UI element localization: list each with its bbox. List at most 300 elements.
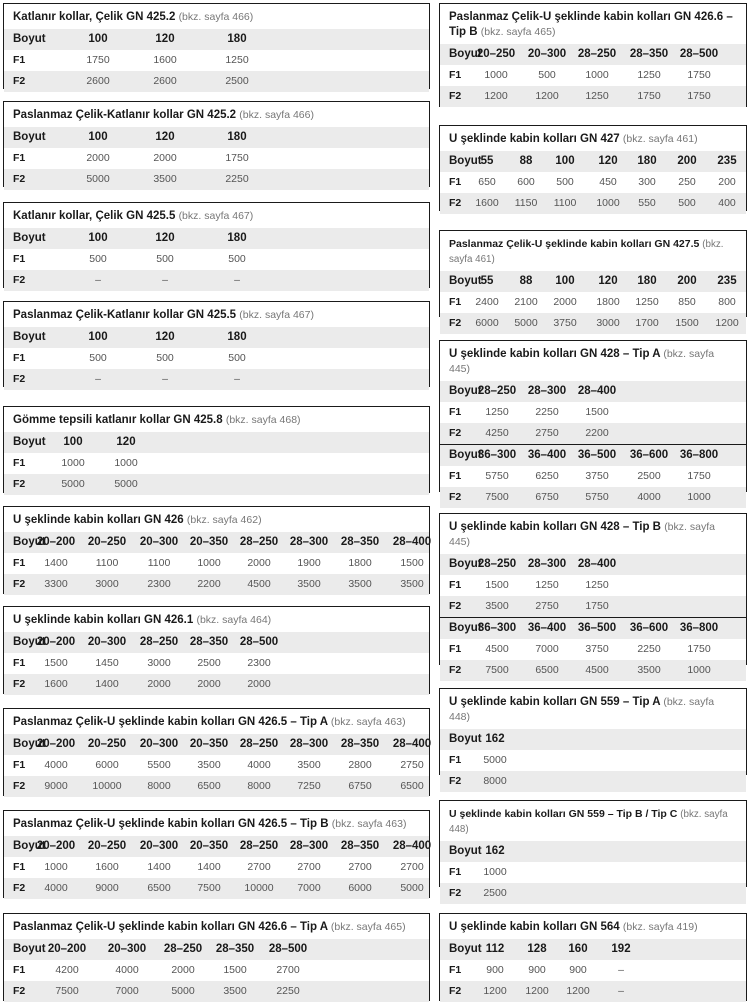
row-label: F2 xyxy=(449,887,462,899)
f2-value: 5750 xyxy=(585,491,609,503)
f1-value: 2000 xyxy=(553,296,577,308)
f1-value: – xyxy=(618,964,624,976)
f1-value: 1750 xyxy=(687,643,711,655)
f1-value: 1000 xyxy=(114,457,138,469)
f1-value: 1400 xyxy=(44,557,68,569)
table-title-text: Paslanmaz Çelik-Katlanır kollar GN 425.2 xyxy=(13,109,237,121)
f1-value: 1400 xyxy=(197,861,221,873)
table-title-text: Paslanmaz Çelik-U şeklinde kabin kolları GN 426.5 – Tip A xyxy=(13,716,328,728)
f2-value: 9000 xyxy=(44,780,68,792)
size-value: 28–350 xyxy=(215,943,255,955)
f1-value: 1000 xyxy=(484,69,508,81)
f2-value: – xyxy=(162,274,168,286)
page-reference: (bkz. sayfa 465) xyxy=(480,26,556,38)
spec-table xyxy=(3,810,430,898)
table-title-text: Katlanır kollar, Çelik GN 425.5 xyxy=(13,210,176,222)
row-label: Boyut xyxy=(449,943,482,955)
size-value: 20–300 xyxy=(527,48,567,60)
f2-value: 2000 xyxy=(147,678,171,690)
f1-value: 1250 xyxy=(535,579,559,591)
f1-value: 2700 xyxy=(247,861,271,873)
f2-row xyxy=(440,883,746,904)
size-value: 20–200 xyxy=(36,636,76,648)
size-value: 162 xyxy=(485,733,505,745)
f2-value: 2600 xyxy=(153,75,177,87)
f1-value: 1900 xyxy=(297,557,321,569)
row-label: Boyut xyxy=(13,33,46,45)
size-value: 120 xyxy=(116,436,136,448)
size-value: 36–400 xyxy=(527,449,567,461)
row-label: F1 xyxy=(13,253,26,265)
page-reference: (bkz. sayfa 463) xyxy=(331,818,407,830)
f1-value: 2000 xyxy=(171,964,195,976)
size-row xyxy=(440,151,746,172)
f2-value: 1200 xyxy=(715,317,739,329)
spec-table xyxy=(439,913,747,1001)
size-value: 28–300 xyxy=(289,738,329,750)
f2-row xyxy=(4,674,429,695)
f2-value: 1700 xyxy=(635,317,659,329)
spec-table xyxy=(3,708,430,796)
f1-value: 1000 xyxy=(585,69,609,81)
table-title-text: U şeklinde kabin kolları GN 559 – Tip A xyxy=(449,696,661,708)
size-value: 20–200 xyxy=(36,738,76,750)
f2-row xyxy=(4,878,429,899)
size-value: 120 xyxy=(155,331,175,343)
f1-row xyxy=(4,348,429,369)
size-value: 28–350 xyxy=(629,48,669,60)
page-reference: (bkz. sayfa 445) xyxy=(449,521,715,548)
f2-row xyxy=(440,981,746,1002)
f2-value: 1750 xyxy=(687,90,711,102)
f1-value: 450 xyxy=(599,176,617,188)
size-value: 28–400 xyxy=(577,385,617,397)
f1-row xyxy=(440,466,746,487)
f2-value: 3500 xyxy=(400,578,424,590)
row-label: F1 xyxy=(13,657,26,669)
size-value: 112 xyxy=(485,943,505,955)
f2-value: 5000 xyxy=(61,478,85,490)
row-label: Boyut xyxy=(13,436,46,448)
table-title xyxy=(4,407,429,432)
row-label: Boyut xyxy=(13,943,46,955)
row-label: F1 xyxy=(13,759,26,771)
f1-value: 1600 xyxy=(153,54,177,66)
row-label: F2 xyxy=(13,780,26,792)
size-value: 20–350 xyxy=(189,536,229,548)
row-label: F2 xyxy=(449,600,462,612)
f1-value: 900 xyxy=(486,964,504,976)
f2-value: 1600 xyxy=(44,678,68,690)
f2-value: 1500 xyxy=(675,317,699,329)
f2-value: 2500 xyxy=(225,75,249,87)
size-row xyxy=(440,939,746,960)
f1-value: 1500 xyxy=(44,657,68,669)
f1-value: 300 xyxy=(638,176,656,188)
size-value: 20–250 xyxy=(87,536,127,548)
size-value: 100 xyxy=(88,33,108,45)
row-label: Boyut xyxy=(13,738,46,750)
f2-value: 1400 xyxy=(95,678,119,690)
row-label: F1 xyxy=(449,296,462,308)
f2-value: 3500 xyxy=(153,173,177,185)
page-reference: (bkz. sayfa 466) xyxy=(178,11,254,23)
size-value: 100 xyxy=(63,436,83,448)
f2-value: 9000 xyxy=(95,882,119,894)
size-row xyxy=(440,841,746,862)
page-reference: (bkz. sayfa 467) xyxy=(239,309,314,321)
f2-row xyxy=(4,776,429,797)
f1-value: 1250 xyxy=(637,69,661,81)
f1-row xyxy=(440,172,746,193)
size-value: 28–500 xyxy=(268,943,308,955)
f2-value: 6500 xyxy=(197,780,221,792)
row-label: Boyut xyxy=(449,622,482,634)
f1-value: 2100 xyxy=(514,296,538,308)
size-row xyxy=(440,729,746,750)
f2-value: 2750 xyxy=(535,600,559,612)
size-value: 20–300 xyxy=(107,943,147,955)
f2-value: 1750 xyxy=(637,90,661,102)
size-value: 28–250 xyxy=(477,385,517,397)
f2-value: 1000 xyxy=(687,664,711,676)
f2-value: – xyxy=(95,274,101,286)
f1-value: 2400 xyxy=(475,296,499,308)
table-title-text: U şeklinde kabin kolları GN 428 – Tip A xyxy=(449,348,661,360)
table-title-text: Paslanmaz Çelik-U şeklinde kabin kolları GN 426.5 – Tip B xyxy=(13,818,329,830)
row-label: F2 xyxy=(13,75,26,87)
f2-value: 5000 xyxy=(171,985,195,997)
size-value: 20–250 xyxy=(87,840,127,852)
size-value: 120 xyxy=(598,155,618,167)
table-title-text: U şeklinde kabin kolları GN 426.1 xyxy=(13,614,194,626)
row-label: Boyut xyxy=(13,636,46,648)
f2-row xyxy=(440,660,746,681)
f2-value: 3500 xyxy=(348,578,372,590)
f1-value: 2500 xyxy=(197,657,221,669)
f2-row xyxy=(4,169,429,190)
page-reference: (bkz. sayfa 467) xyxy=(178,210,254,222)
f1-value: 1000 xyxy=(61,457,85,469)
f1-row xyxy=(4,960,429,981)
f1-row xyxy=(4,857,429,878)
f1-value: 1750 xyxy=(687,69,711,81)
size-value: 28–400 xyxy=(577,558,617,570)
f1-value: 1450 xyxy=(95,657,119,669)
f1-row xyxy=(440,639,746,660)
row-label: F1 xyxy=(449,643,462,655)
f1-row xyxy=(4,553,429,574)
size-value: 20–350 xyxy=(189,738,229,750)
size-value: 120 xyxy=(155,131,175,143)
size-value: 180 xyxy=(227,232,247,244)
f2-value: 2250 xyxy=(225,173,249,185)
f1-value: 1750 xyxy=(225,152,249,164)
table-title-text: U şeklinde kabin kolları GN 426 xyxy=(13,514,184,526)
page-reference: (bkz. sayfa 466) xyxy=(239,109,314,121)
size-value: 28–300 xyxy=(527,558,567,570)
f1-value: 650 xyxy=(478,176,496,188)
spec-table xyxy=(439,513,747,676)
size-value: 120 xyxy=(598,275,618,287)
f2-value: – xyxy=(234,373,240,385)
f1-value: 4200 xyxy=(55,964,79,976)
f1-row xyxy=(440,292,746,313)
f1-value: 2700 xyxy=(400,861,424,873)
table-title xyxy=(4,709,429,734)
f1-value: 1000 xyxy=(483,866,507,878)
f1-value: 1750 xyxy=(687,470,711,482)
f2-value: 1200 xyxy=(484,90,508,102)
f1-value: 2000 xyxy=(86,152,110,164)
f1-value: 500 xyxy=(89,253,107,265)
f2-value: 6500 xyxy=(400,780,424,792)
f1-row xyxy=(440,65,746,86)
f2-row xyxy=(4,369,429,390)
f2-value: 3000 xyxy=(596,317,620,329)
page-reference: (bkz. sayfa 464) xyxy=(196,614,272,626)
size-value: 36–400 xyxy=(527,622,567,634)
size-value: 36–300 xyxy=(477,449,517,461)
size-value: 88 xyxy=(519,155,533,167)
f1-value: 6250 xyxy=(535,470,559,482)
spec-table xyxy=(3,913,430,1001)
f1-value: 2300 xyxy=(247,657,271,669)
spec-table xyxy=(439,125,747,211)
f2-value: 3500 xyxy=(297,578,321,590)
f2-row xyxy=(4,574,429,595)
table-title-text: Gömme tepsili katlanır kollar GN 425.8 xyxy=(13,414,223,426)
row-label: F1 xyxy=(13,54,26,66)
f1-value: 1500 xyxy=(585,406,609,418)
spec-table xyxy=(439,230,747,329)
f2-value: – xyxy=(234,274,240,286)
spec-table xyxy=(439,340,747,503)
f2-value: – xyxy=(95,373,101,385)
f2-row xyxy=(440,313,746,334)
f2-value: 1250 xyxy=(585,90,609,102)
row-label: Boyut xyxy=(449,558,482,570)
f2-row xyxy=(440,771,746,792)
f2-value: 10000 xyxy=(244,882,274,894)
size-value: 20–300 xyxy=(139,840,179,852)
size-value: 20–300 xyxy=(87,636,127,648)
size-value: 28–350 xyxy=(340,738,380,750)
f1-row xyxy=(4,148,429,169)
size-row xyxy=(440,381,746,402)
row-label: F1 xyxy=(13,152,26,164)
row-label: F2 xyxy=(13,173,26,185)
page-reference: (bkz. sayfa 419) xyxy=(622,921,698,933)
f2-value: 1600 xyxy=(475,197,499,209)
size-value: 180 xyxy=(637,275,657,287)
size-value: 20–350 xyxy=(189,840,229,852)
size-value: 28–400 xyxy=(392,536,432,548)
f2-value: 2300 xyxy=(147,578,171,590)
f2-row xyxy=(440,596,746,617)
size-value: 28–400 xyxy=(392,840,432,852)
row-label: F1 xyxy=(13,457,26,469)
page-reference: (bkz. sayfa 462) xyxy=(186,514,262,526)
f1-value: 1250 xyxy=(585,579,609,591)
f1-value: 3500 xyxy=(197,759,221,771)
spec-table xyxy=(3,606,430,694)
f1-row xyxy=(4,453,429,474)
f1-value: 3500 xyxy=(297,759,321,771)
row-label: F2 xyxy=(13,274,26,286)
f1-row xyxy=(4,249,429,270)
f1-value: 1250 xyxy=(225,54,249,66)
page-reference: (bkz. sayfa 448) xyxy=(449,809,728,835)
size-value: 235 xyxy=(717,155,737,167)
size-row xyxy=(4,939,429,960)
row-label: Boyut xyxy=(13,131,46,143)
f1-value: 4000 xyxy=(115,964,139,976)
table-title-text: Tip B xyxy=(449,26,478,38)
size-row xyxy=(4,532,432,553)
table-title-text: U şeklinde kabin kolları GN 559 – Tip B / Tip C xyxy=(449,808,678,820)
page-reference: (bkz. sayfa 445) xyxy=(449,348,715,375)
f1-value: 1800 xyxy=(596,296,620,308)
table-title xyxy=(4,507,429,532)
row-label: F1 xyxy=(13,964,26,976)
f1-value: 5000 xyxy=(483,754,507,766)
size-value: 192 xyxy=(611,943,631,955)
row-label: F2 xyxy=(13,985,26,997)
row-label: F1 xyxy=(449,406,462,418)
size-row xyxy=(4,29,429,50)
f2-row xyxy=(4,270,429,291)
page-reference: (bkz. sayfa 461) xyxy=(449,239,724,265)
size-row xyxy=(4,734,432,755)
f2-value: 1150 xyxy=(514,197,538,209)
size-row xyxy=(4,432,429,453)
f1-value: 500 xyxy=(228,253,246,265)
size-value: 120 xyxy=(155,232,175,244)
spec-table xyxy=(3,506,430,594)
f2-value: 4000 xyxy=(637,491,661,503)
size-value: 180 xyxy=(227,33,247,45)
f2-value: 8000 xyxy=(247,780,271,792)
size-value: 20–200 xyxy=(36,840,76,852)
f2-value: 1200 xyxy=(483,985,507,997)
size-value: 28–300 xyxy=(527,385,567,397)
f1-value: 500 xyxy=(156,253,174,265)
table-title xyxy=(440,4,746,44)
table-title-text: Katlanır kollar, Çelik GN 425.2 xyxy=(13,11,176,23)
f2-value: 2600 xyxy=(86,75,110,87)
size-value: 20–300 xyxy=(139,536,179,548)
size-value: 100 xyxy=(555,155,575,167)
f1-row xyxy=(440,960,746,981)
f2-row xyxy=(440,193,746,214)
table-title xyxy=(440,914,746,939)
f1-value: 1100 xyxy=(147,557,171,569)
row-label: Boyut xyxy=(449,48,482,60)
f1-value: 3750 xyxy=(585,643,609,655)
f1-value: 4000 xyxy=(44,759,68,771)
f2-value: 2000 xyxy=(247,678,271,690)
f2-row xyxy=(440,86,746,107)
f2-value: 3500 xyxy=(485,600,509,612)
row-label: F1 xyxy=(449,176,462,188)
f1-row xyxy=(440,750,746,771)
size-value: 88 xyxy=(519,275,533,287)
f2-value: 500 xyxy=(678,197,696,209)
f1-value: 200 xyxy=(718,176,736,188)
row-label: Boyut xyxy=(13,536,46,548)
page-reference: (bkz. sayfa 448) xyxy=(449,696,715,723)
f1-value: 500 xyxy=(156,352,174,364)
f1-value: 1250 xyxy=(485,406,509,418)
row-label: F2 xyxy=(449,90,462,102)
f2-row xyxy=(440,423,746,444)
page-reference: (bkz. sayfa 468) xyxy=(225,414,301,426)
size-value: 28–250 xyxy=(163,943,203,955)
f1-row xyxy=(4,50,429,71)
f2-value: 4500 xyxy=(247,578,271,590)
f1-value: 1600 xyxy=(95,861,119,873)
row-label: Boyut xyxy=(449,733,482,745)
size-value: 100 xyxy=(88,331,108,343)
size-value: 36–300 xyxy=(477,622,517,634)
spec-table xyxy=(3,202,430,288)
f2-value: 2000 xyxy=(197,678,221,690)
size-value: 36–500 xyxy=(577,622,617,634)
f2-value: 5000 xyxy=(114,478,138,490)
size-value: 180 xyxy=(227,331,247,343)
f1-value: 2000 xyxy=(153,152,177,164)
size-value: 36–600 xyxy=(629,622,669,634)
f2-value: 8000 xyxy=(483,775,507,787)
size-value: 36–500 xyxy=(577,449,617,461)
f1-value: 1750 xyxy=(86,54,110,66)
size-row xyxy=(4,127,429,148)
f1-value: 4000 xyxy=(247,759,271,771)
f2-value: 2200 xyxy=(585,427,609,439)
size-value: 28–300 xyxy=(289,536,329,548)
f1-value: 1000 xyxy=(44,861,68,873)
f2-value: 6000 xyxy=(348,882,372,894)
size-value: 55 xyxy=(480,155,494,167)
f2-value: 6750 xyxy=(348,780,372,792)
f1-value: 1500 xyxy=(485,579,509,591)
f2-value: 3000 xyxy=(95,578,119,590)
size-value: 28–500 xyxy=(239,636,279,648)
row-label: F1 xyxy=(449,964,462,976)
f1-value: 800 xyxy=(718,296,736,308)
f1-value: 1500 xyxy=(223,964,247,976)
table-title-text: Paslanmaz Çelik-U şeklinde kabin kolları GN 427.5 xyxy=(449,238,700,250)
row-label: F1 xyxy=(449,470,462,482)
f1-value: 1250 xyxy=(635,296,659,308)
f1-value: 2700 xyxy=(297,861,321,873)
f1-value: 500 xyxy=(228,352,246,364)
f2-value: 3300 xyxy=(44,578,68,590)
row-label: F2 xyxy=(449,985,462,997)
row-label: F2 xyxy=(449,491,462,503)
f2-value: 4500 xyxy=(585,664,609,676)
f1-value: 600 xyxy=(517,176,535,188)
page-reference: (bkz. sayfa 465) xyxy=(330,921,406,933)
f2-value: 4000 xyxy=(44,882,68,894)
table-title xyxy=(4,4,429,29)
f1-value: 1100 xyxy=(95,557,119,569)
f2-value: 7500 xyxy=(55,985,79,997)
row-label: F2 xyxy=(449,427,462,439)
f2-value: 7500 xyxy=(485,664,509,676)
spec-table xyxy=(3,101,430,187)
